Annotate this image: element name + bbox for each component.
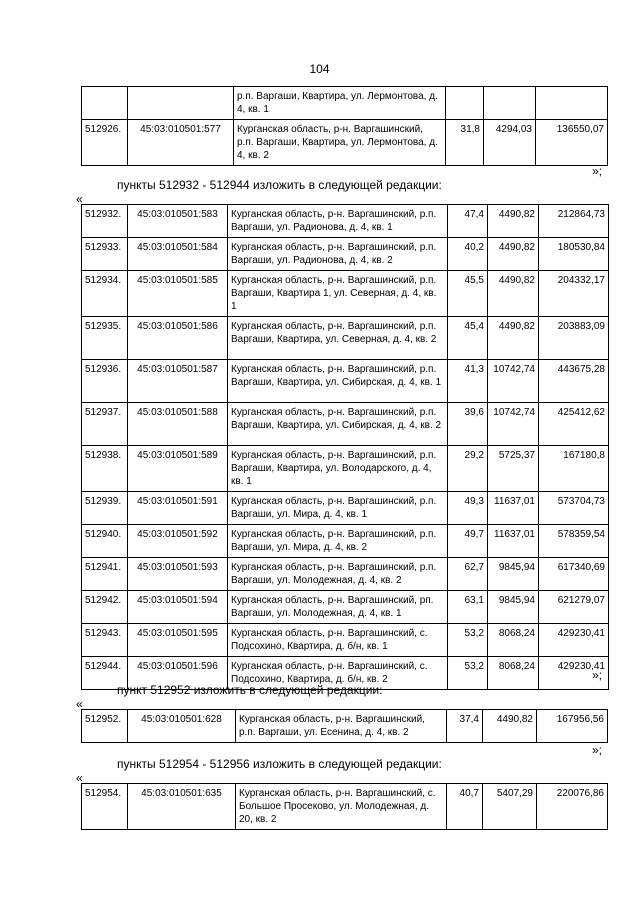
closing-quote: »; (592, 743, 603, 757)
row-number: 512954. (82, 784, 128, 830)
cadastral-value: 220076,86 (537, 784, 608, 830)
row-number: 512933. (82, 238, 128, 271)
row-number: 512943. (82, 624, 128, 657)
address: Курганская область, р-н. Варгашинский, р.п. Варгаши, ул. Мира, д. 4, кв. 2 (228, 525, 448, 558)
cadastral-number: 45:03:010501:595 (128, 624, 228, 657)
area: 45,5 (448, 271, 488, 317)
price-per-sqm: 11637,01 (488, 492, 539, 525)
cadastral-value: 429230,41 (539, 657, 609, 690)
cadastral-number: 45:03:010501:594 (128, 591, 228, 624)
cadastral-value: 617340,69 (539, 558, 609, 591)
table-row (82, 492, 609, 525)
address: Курганская область, р-н. Варгашинский, р.п. Варгаши, Квартира 1, ул. Северная, д. 4, кв. 1 (228, 271, 448, 317)
area: 40,2 (448, 238, 488, 271)
area: 49,7 (448, 525, 488, 558)
cadastral-number: 45:03:010501:635 (128, 784, 236, 830)
cadastral-number: 45:03:010501:577 (128, 120, 234, 166)
area: 40,7 (447, 784, 483, 830)
price-per-sqm: 4490,82 (488, 317, 539, 360)
address: Курганская область, р-н. Варгашинский, р.п. Варгаши, Квартира, ул. Сибирская, д. 4, кв. 2 (228, 403, 448, 446)
area (446, 87, 484, 120)
cadastral-value: 203883,09 (539, 317, 609, 360)
address: Курганская область, р-н. Варгашинский, с. Большое Просеково, ул. Молодежная, д. 20, кв. 2 (236, 784, 447, 830)
address: Курганская область, р-н. Варгашинский, р.п. Варгаши, ул. Радионова, д. 4, кв. 1 (228, 205, 448, 238)
row-number: 512935. (82, 317, 128, 360)
price-per-sqm: 11637,01 (488, 525, 539, 558)
row-number: 512952. (82, 710, 128, 743)
cadastral-number: 45:03:010501:583 (128, 205, 228, 238)
row-number: 512926. (82, 120, 128, 166)
amendment-paragraph: пункты 512932 - 512944 изложить в следующей редакции: (117, 178, 442, 192)
table-body (82, 205, 609, 690)
price-per-sqm (484, 87, 536, 120)
cadastral-value: 578359,54 (539, 525, 609, 558)
cadastral-number: 45:03:010501:592 (128, 525, 228, 558)
row-number: 512942. (82, 591, 128, 624)
cadastral-number: 45:03:010501:596 (128, 657, 228, 690)
table-row (82, 360, 609, 403)
price-per-sqm: 5725,37 (488, 446, 539, 492)
cadastral-number: 45:03:010501:587 (128, 360, 228, 403)
price-per-sqm: 10742,74 (488, 403, 539, 446)
cadastral-number: 45:03:010501:584 (128, 238, 228, 271)
table-row (82, 87, 608, 120)
row-number (82, 87, 128, 120)
area: 29,2 (448, 446, 488, 492)
closing-quote: »; (592, 164, 603, 178)
amendment-paragraph: пункты 512954 - 512956 изложить в следующей редакции: (117, 757, 442, 771)
registry-table (81, 709, 608, 743)
area: 37,4 (447, 710, 483, 743)
cadastral-value: 167956,56 (537, 710, 608, 743)
table-body (82, 784, 608, 830)
area: 53,2 (448, 657, 488, 690)
cadastral-number: 45:03:010501:585 (128, 271, 228, 317)
row-number: 512938. (82, 446, 128, 492)
cadastral-value: 204332,17 (539, 271, 609, 317)
address: Курганская область, р-н. Варгашинский, р.п. Варгаши, ул. Есенина, д. 4, кв. 2 (236, 710, 447, 743)
address: Курганская область, р-н. Варгашинский, р.п. Варгаши, Квартира, ул. Володарского, д. 4, кв. 1 (228, 446, 448, 492)
price-per-sqm: 4490,82 (488, 271, 539, 317)
area: 49,3 (448, 492, 488, 525)
row-number: 512934. (82, 271, 128, 317)
address: Курганская область, р-н. Варгашинский, с. Подсохино, Квартира, д. б/н, кв. 1 (228, 624, 448, 657)
cadastral-value: 443675,28 (539, 360, 609, 403)
page-number: 104 (309, 62, 330, 76)
row-number: 512944. (82, 657, 128, 690)
row-number: 512936. (82, 360, 128, 403)
cadastral-value: 573704,73 (539, 492, 609, 525)
cadastral-value: 136550,07 (536, 120, 608, 166)
row-number: 512940. (82, 525, 128, 558)
table-row (82, 784, 608, 830)
row-number: 512937. (82, 403, 128, 446)
cadastral-value (536, 87, 608, 120)
area: 41,3 (448, 360, 488, 403)
price-per-sqm: 4294,03 (484, 120, 536, 166)
cadastral-number: 45:03:010501:589 (128, 446, 228, 492)
table-row (82, 591, 609, 624)
cadastral-value: 180530,84 (539, 238, 609, 271)
opening-quote: « (76, 697, 83, 711)
cadastral-value: 429230,41 (539, 624, 609, 657)
address: Курганская область, р-н. Варгашинский, р.п. Варгаши, ул. Радионова, д. 4, кв. 2 (228, 238, 448, 271)
area: 47,4 (448, 205, 488, 238)
table-row (82, 205, 609, 238)
table-row (82, 317, 609, 360)
price-per-sqm: 9845,94 (488, 558, 539, 591)
price-per-sqm: 4490,82 (483, 710, 537, 743)
address: Курганская область, р-н. Варгашинский, р.п. Варгаши, ул. Молодежная, д. 4, кв. 2 (228, 558, 448, 591)
row-number: 512939. (82, 492, 128, 525)
cadastral-number: 45:03:010501:586 (128, 317, 228, 360)
area: 31,8 (446, 120, 484, 166)
area: 45,4 (448, 317, 488, 360)
registry-table (81, 204, 609, 690)
table-row (82, 120, 608, 166)
table-row (82, 446, 609, 492)
table-row (82, 624, 609, 657)
table-row (82, 710, 608, 743)
table-row (82, 271, 609, 317)
area: 63,1 (448, 591, 488, 624)
closing-quote: »; (592, 668, 603, 682)
table-body (82, 710, 608, 743)
address: р.п. Варгаши, Квартира, ул. Лермонтова, д. 4, кв. 1 (234, 87, 446, 120)
address: Курганская область, р-н. Варгашинский, р.п. Варгаши, ул. Мира, д. 4, кв. 1 (228, 492, 448, 525)
price-per-sqm: 4490,82 (488, 205, 539, 238)
cadastral-value: 212864,73 (539, 205, 609, 238)
address: Курганская область, р-н. Варгашинский, рп. Варгаши, ул. Молодежная, д. 4, кв. 1 (228, 591, 448, 624)
cadastral-value: 167180,8 (539, 446, 609, 492)
cadastral-value: 621279,07 (539, 591, 609, 624)
cadastral-number: 45:03:010501:628 (128, 710, 236, 743)
area: 62,7 (448, 558, 488, 591)
amendment-paragraph: пункт 512952 изложить в следующей редакции: (117, 683, 383, 697)
table-row (82, 238, 609, 271)
cadastral-number: 45:03:010501:588 (128, 403, 228, 446)
price-per-sqm: 8068,24 (488, 624, 539, 657)
registry-table (81, 783, 608, 830)
table-row (82, 558, 609, 591)
price-per-sqm: 4490,82 (488, 238, 539, 271)
cadastral-number: 45:03:010501:591 (128, 492, 228, 525)
opening-quote: « (76, 192, 83, 206)
address: Курганская область, р-н. Варгашинский, р.п. Варгаши, Квартира, ул. Лермонтова, д. 4, кв. 2 (234, 120, 446, 166)
address: Курганская область, р-н. Варгашинский, р.п. Варгаши, Квартира, ул. Северная, д. 4, кв. 2 (228, 317, 448, 360)
row-number: 512941. (82, 558, 128, 591)
row-number: 512932. (82, 205, 128, 238)
registry-table-continued (81, 86, 608, 166)
address: Курганская область, р-н. Варгашинский, с. Подсохино, Квартира, д. б/н, кв. 2 (228, 657, 448, 690)
price-per-sqm: 9845,94 (488, 591, 539, 624)
area: 53,2 (448, 624, 488, 657)
cadastral-number (128, 87, 234, 120)
table-body (82, 87, 608, 166)
cadastral-value: 425412,62 (539, 403, 609, 446)
cadastral-number: 45:03:010501:593 (128, 558, 228, 591)
table-row (82, 525, 609, 558)
area: 39,6 (448, 403, 488, 446)
address: Курганская область, р-н. Варгашинский, р.п. Варгаши, Квартира, ул. Сибирская, д. 4, кв. 1 (228, 360, 448, 403)
price-per-sqm: 10742,74 (488, 360, 539, 403)
table-row (82, 403, 609, 446)
price-per-sqm: 5407,29 (483, 784, 537, 830)
price-per-sqm: 8068,24 (488, 657, 539, 690)
opening-quote: « (76, 771, 83, 785)
